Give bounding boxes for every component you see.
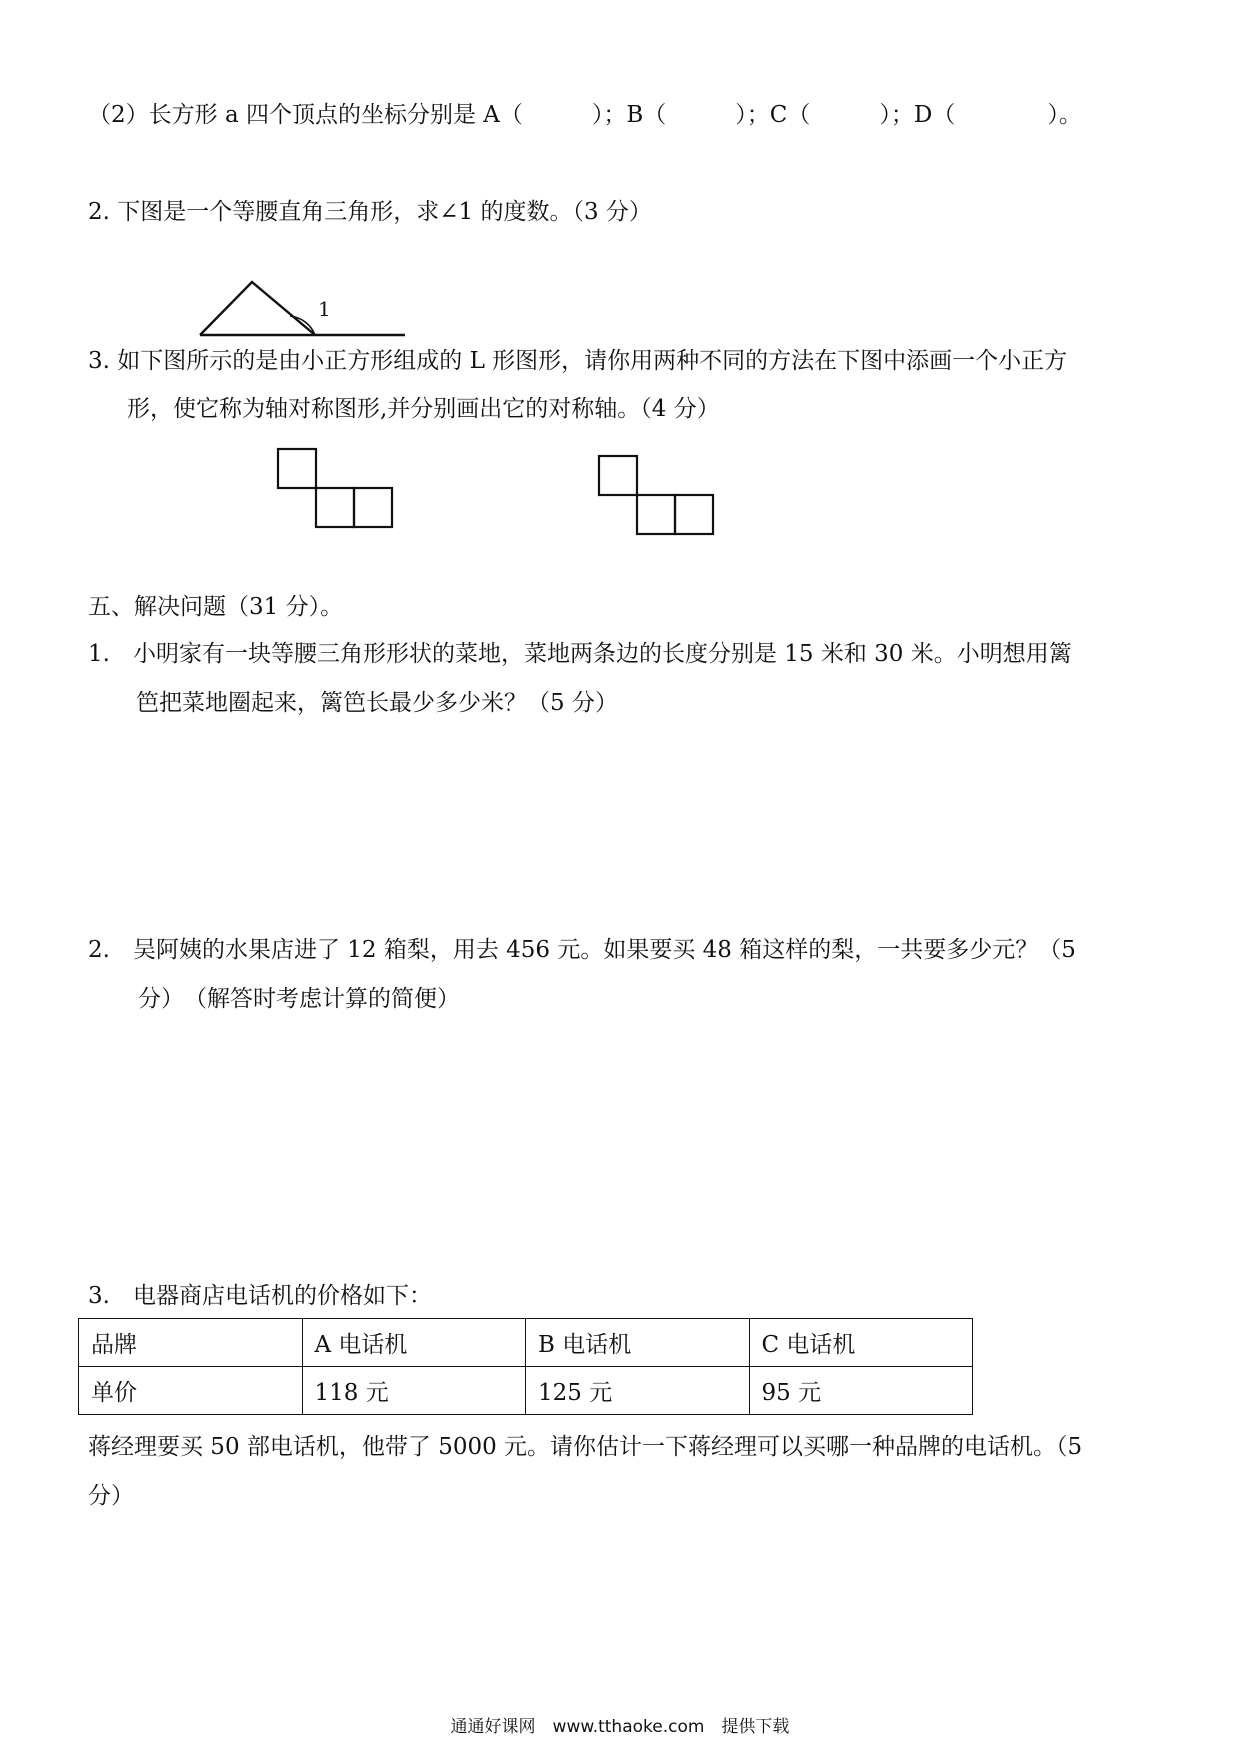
q2-coordinates-line: （2）长方形 a 四个顶点的坐标分别是 A（ ）；B（ ）；C（ ）；D（ ）。 bbox=[88, 102, 1082, 128]
table-cell: 118 元 bbox=[302, 1367, 526, 1415]
angle-label: 1 bbox=[318, 297, 331, 321]
q4-3-question-line1: 3. 如下图所示的是由小正方形组成的 L 形图形，请你用两种不同的方法在下图中添画一个小正方 bbox=[88, 348, 1068, 374]
phone-price-table bbox=[78, 1318, 973, 1415]
table-row bbox=[79, 1319, 973, 1367]
table-cell: 125 元 bbox=[526, 1367, 750, 1415]
l-shape-figure-1 bbox=[277, 448, 395, 530]
problem-2-line1: 2. 吴阿姨的水果店进了 12 箱梨，用去 456 元。如果要买 48 箱这样的梨，一共要多少元？（5 bbox=[88, 937, 1076, 963]
problem-2-line2: 分） （解答时考虑计算的简便） bbox=[138, 986, 460, 1012]
table-cell: 品牌 bbox=[79, 1319, 303, 1367]
page-footer: 通通好课网 www.tthaoke.com 提供下载 bbox=[450, 1717, 790, 1737]
table-row bbox=[79, 1367, 973, 1415]
table-cell: A 电话机 bbox=[302, 1319, 526, 1367]
section-5-title: 五、解决问题（31 分）。 bbox=[88, 594, 344, 620]
table-cell: 单价 bbox=[79, 1367, 303, 1415]
isosceles-triangle-figure bbox=[190, 270, 410, 340]
table-cell: B 电话机 bbox=[526, 1319, 750, 1367]
problem-1-line2: 笆把菜地圈起来，篱笆长最少多少米？（5 分） bbox=[136, 690, 618, 716]
problem-3-line2: 分） bbox=[88, 1483, 134, 1509]
problem-3-line1: 蒋经理要买 50 部电话机，他带了 5000 元。请你估计一下蒋经理可以买哪一种品牌的电话机。（5 bbox=[88, 1434, 1083, 1460]
q4-3-question-line2: 形，使它称为轴对称图形,并分别画出它的对称轴。（4 分） bbox=[127, 396, 720, 422]
table-cell: C 电话机 bbox=[749, 1319, 973, 1367]
problem-1-line1: 1. 小明家有一块等腰三角形形状的菜地，菜地两条边的长度分别是 15 米和 30 米。小明想用篱 bbox=[88, 641, 1072, 667]
table-cell: 95 元 bbox=[749, 1367, 973, 1415]
q4-2-question: 2. 下图是一个等腰直角三角形，求∠1 的度数。（3 分） bbox=[88, 199, 652, 225]
l-shape-figure-2 bbox=[598, 455, 716, 537]
problem-3-intro: 3. 电器商店电话机的价格如下： bbox=[88, 1283, 432, 1309]
